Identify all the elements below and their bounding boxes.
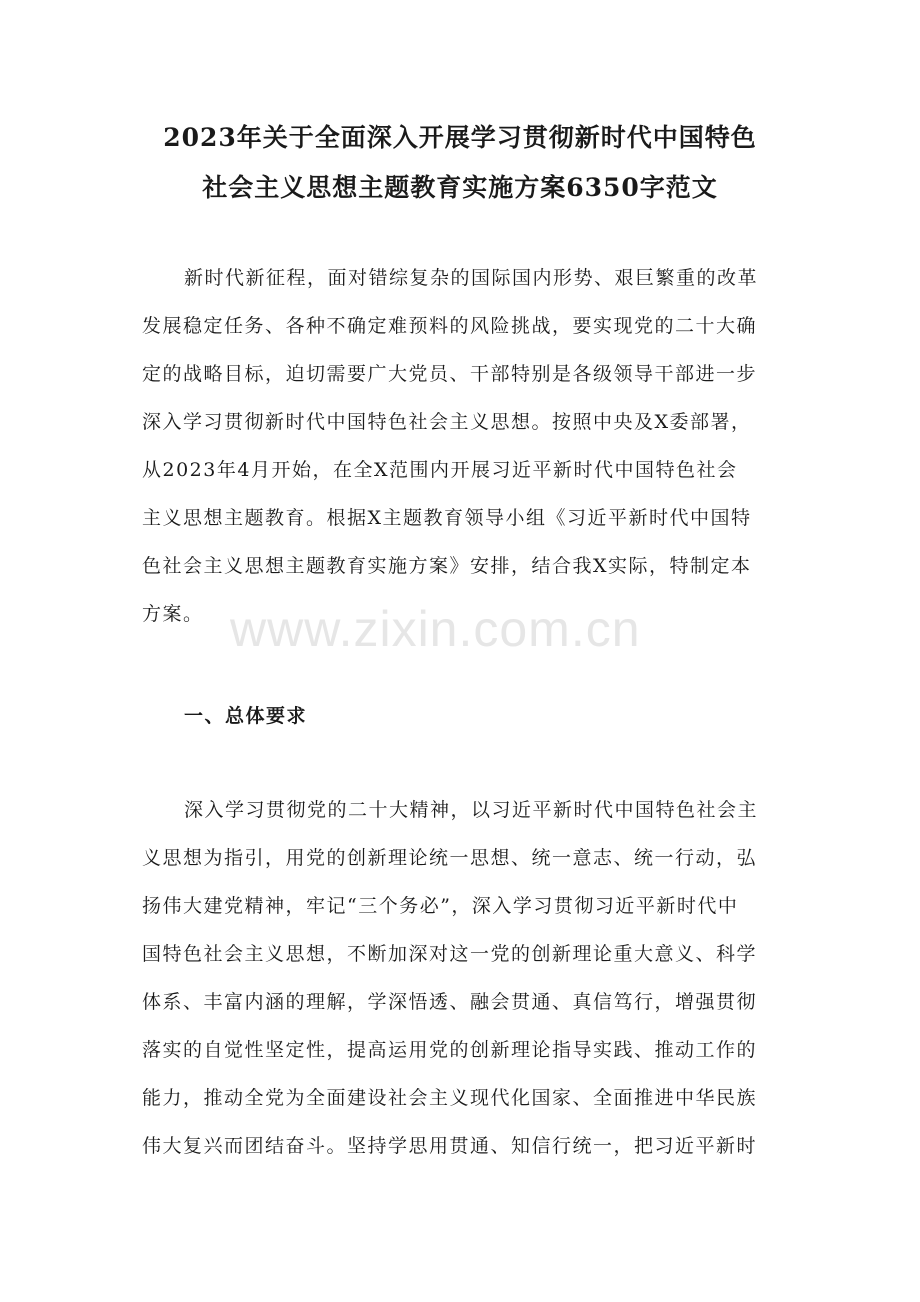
paragraph-2-line: 体系、丰富内涵的理解，学深悟透、融会贯通、真信笃行，增强贯彻 xyxy=(142,991,758,1013)
paragraph-2-line: 伟大复兴而团结奋斗。坚持学思用贯通、知信行统一，把习近平新时 xyxy=(142,1135,758,1157)
paragraph-1-line: 定的战略目标，迫切需要广大党员、干部特别是各级领导干部进一步 xyxy=(142,363,758,385)
paragraph-2-line: 义思想为指引，用党的创新理论统一思想、统一意志、统一行动，弘 xyxy=(142,847,758,869)
paragraph-1-line: 深入学习贯彻新时代中国特色社会主义思想。按照中央及X委部署， xyxy=(142,411,752,433)
paragraph-2-line: 国特色社会主义思想，不断加深对这一党的创新理论重大意义、科学 xyxy=(142,943,758,965)
section-heading: 一、总体要求 xyxy=(184,705,308,727)
watermark: www.zixin.com.cn xyxy=(230,601,641,657)
paragraph-2-line: 落实的自觉性坚定性，提高运用党的创新理论指导实践、推动工作的 xyxy=(142,1039,758,1061)
paragraph-1-line: 新时代新征程，面对错综复杂的国际国内形势、艰巨繁重的改革 xyxy=(184,267,759,289)
paragraph-1-line: 方案。 xyxy=(142,603,204,625)
paragraph-1-line: 色社会主义思想主题教育实施方案》安排，结合我X实际，特制定本 xyxy=(142,555,752,577)
paragraph-2-line: 扬伟大建党精神，牢记“三个务必”，深入学习贯彻习近平新时代中 xyxy=(142,895,739,917)
document-title-line-2: 社会主义思想主题教育实施方案6350字范文 xyxy=(202,173,718,202)
paragraph-2-line: 能力，推动全党为全面建设社会主义现代化国家、全面推进中华民族 xyxy=(142,1087,758,1109)
paragraph-1-line: 从2023年4月开始，在全X范围内开展习近平新时代中国特色社会 xyxy=(142,459,738,481)
paragraph-2-line: 深入学习贯彻党的二十大精神，以习近平新时代中国特色社会主 xyxy=(184,799,759,821)
paragraph-1-line: 主义思想主题教育。根据X主题教育领导小组《习近平新时代中国特 xyxy=(142,507,752,529)
document-title-line-1: 2023年关于全面深入开展学习贯彻新时代中国特色 xyxy=(163,123,757,152)
paragraph-1-line: 发展稳定任务、各种不确定难预料的风险挑战，要实现党的二十大确 xyxy=(142,315,758,337)
